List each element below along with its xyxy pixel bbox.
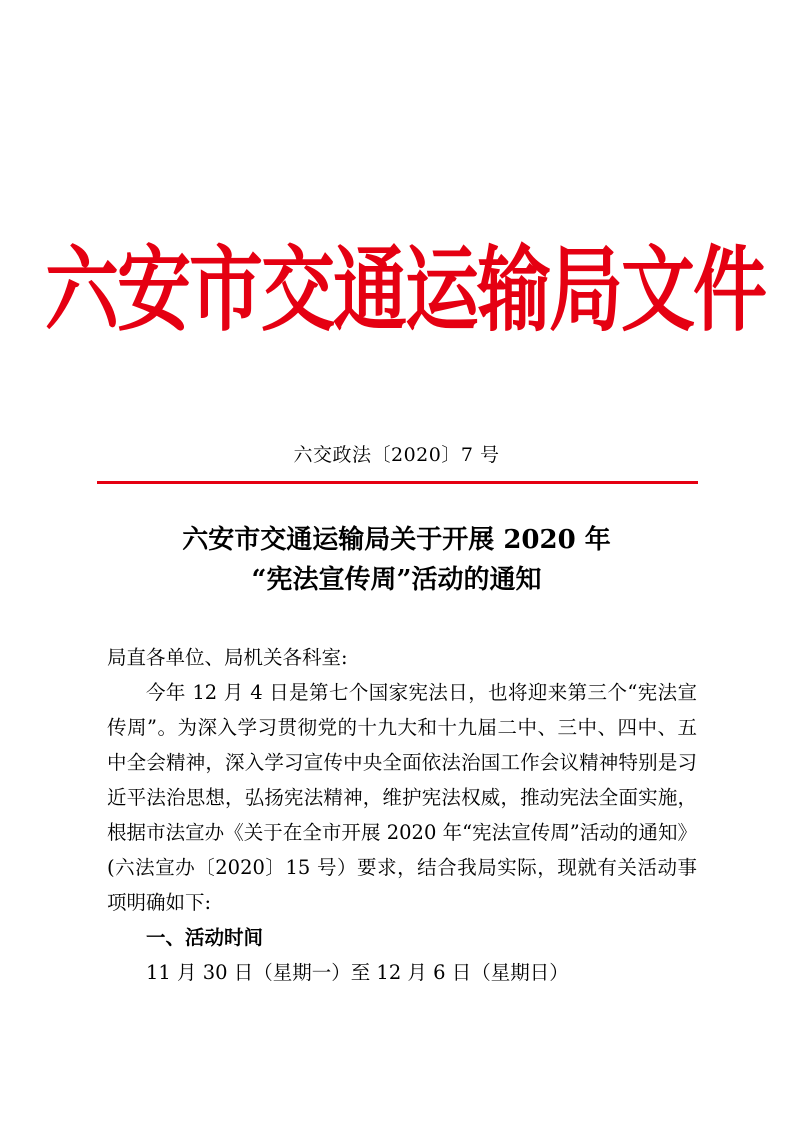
section-text-activity-time: 11 月 30 日（星期一）至 12 月 6 日（星期日）	[146, 961, 569, 984]
document-masthead: 六安市交通运输局文件	[45, 236, 765, 345]
section-heading-activity-time: 一、活动时间	[146, 926, 264, 949]
paragraph-intro: 今年 12 月 4 日是第七个国家宪法日，也将迎来第三个“宪法宣传周”。为深入学习贯彻党的十九大和十九届二中、三中、四中、五中全会精神，深入学习宣传中央全面依法治国工作会议精神特别是习近平法治思想，弘扬宪法精神，维护宪法权威，推动宪法全面实施，根据市法宣办《关于在全市开展 2020 年“宪法宣传周”活动的通知》(六法宣办〔2020〕15 号）要求，结合我局实际，现就有关活动事项明确如下:	[107, 681, 697, 914]
title-line-1: 六安市交通运输局关于开展 2020 年	[182, 525, 611, 555]
title-line-2: “宪法宣传周”活动的通知	[251, 565, 542, 595]
document-title	[0, 520, 793, 600]
document-body	[107, 640, 697, 990]
addressee: 局直各单位、局机关各科室:	[107, 646, 348, 669]
red-separator-line	[97, 481, 698, 484]
document-number: 六交政法〔2020〕7 号	[293, 444, 500, 466]
